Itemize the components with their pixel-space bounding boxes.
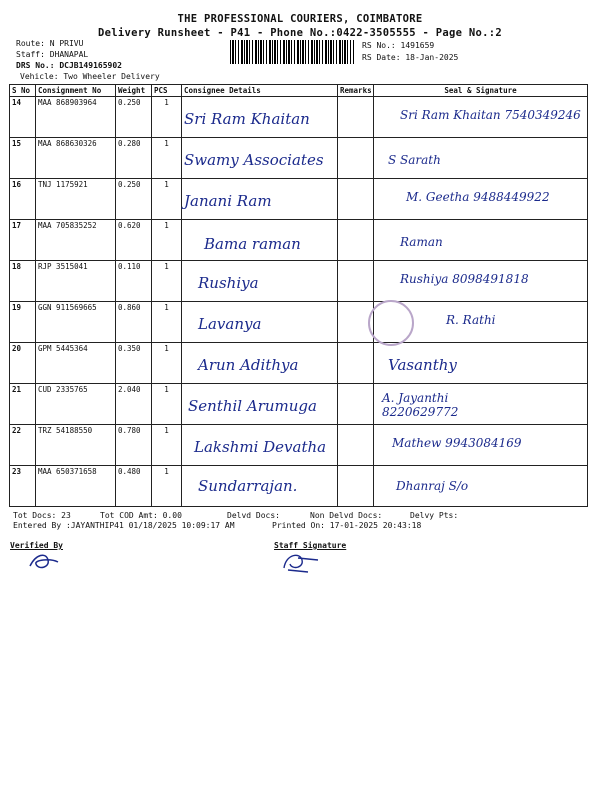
cell-consignee: [182, 302, 338, 343]
consignee-handwriting: Arun Adithya: [198, 356, 299, 374]
signature-handwriting: M. Geetha 9488449922: [406, 190, 550, 204]
cell-signature: [374, 97, 588, 138]
consignee-handwriting: Rushiya: [198, 274, 259, 292]
runsheet-subtitle: Delivery Runsheet - P41 - Phone No.:0422-3505555 - Page No.:2: [98, 27, 502, 39]
entered-by: Entered By :JAYANTHIP41 01/18/2025 10:09:17 AM: [13, 521, 235, 530]
consignee-handwriting: Lakshmi Devatha: [194, 438, 327, 456]
rs-date: RS Date: 18-Jan-2025: [362, 53, 459, 62]
signature-handwriting: R. Rathi: [446, 313, 496, 327]
cell-remarks: [338, 179, 374, 220]
cell-consignee: [182, 261, 338, 302]
cell-signature: [374, 220, 588, 261]
signature-handwriting: S Sarath: [388, 153, 441, 167]
cell-sno: 16: [10, 179, 36, 220]
verified-signature: [26, 550, 62, 572]
cell-signature: [374, 302, 588, 343]
non-delvd-docs: Non Delvd Docs:: [310, 511, 383, 520]
cell-consignment: CUD 2335765: [36, 384, 116, 425]
vehicle-label: Vehicle: Two Wheeler Delivery: [20, 72, 160, 81]
cell-consignee: [182, 97, 338, 138]
cell-pcs: 1: [152, 97, 182, 138]
cell-signature: [374, 261, 588, 302]
cell-weight: 0.280: [116, 138, 152, 179]
cell-weight: 2.040: [116, 384, 152, 425]
cell-remarks: [338, 466, 374, 507]
cell-pcs: 1: [152, 466, 182, 507]
verified-by-label: Verified By: [10, 541, 63, 550]
company-title: THE PROFESSIONAL COURIERS, COIMBATORE: [177, 13, 423, 25]
barcode: [230, 40, 354, 64]
cell-weight: 0.110: [116, 261, 152, 302]
cell-consignment: GPM 5445364: [36, 343, 116, 384]
cell-consignee: [182, 220, 338, 261]
cell-signature: [374, 343, 588, 384]
cell-consignment: GGN 911569665: [36, 302, 116, 343]
signature-handwriting: Dhanraj S/o: [396, 479, 469, 493]
cell-remarks: [338, 425, 374, 466]
cell-consignment: TNJ 1175921: [36, 179, 116, 220]
drs-number: DRS No.: DCJB149165902: [16, 61, 122, 70]
table-row: [10, 138, 588, 179]
consignee-handwriting: Sundarrajan.: [198, 477, 298, 495]
consignee-handwriting: Swamy Associates: [184, 151, 324, 169]
consignee-handwriting: Sri Ram Khaitan: [184, 110, 310, 128]
cell-signature: [374, 138, 588, 179]
cell-pcs: 1: [152, 179, 182, 220]
cell-sno: 21: [10, 384, 36, 425]
cell-consignee: [182, 425, 338, 466]
table-header-row: [10, 85, 588, 97]
cell-weight: 0.780: [116, 425, 152, 466]
cell-signature: [374, 384, 588, 425]
cell-consignee: [182, 466, 338, 507]
cell-consignment: MAA 868903964: [36, 97, 116, 138]
staff-signature-mark: [278, 548, 328, 576]
signature-handwriting: Rushiya 8098491818: [400, 272, 529, 286]
cell-consignee: [182, 343, 338, 384]
table-row: [10, 220, 588, 261]
delvd-docs: Delvd Docs:: [227, 511, 280, 520]
table-row: [10, 384, 588, 425]
cell-sno: 15: [10, 138, 36, 179]
cell-remarks: [338, 97, 374, 138]
table-row: [10, 179, 588, 220]
cell-consignee: [182, 384, 338, 425]
printed-on: Printed On: 17-01-2025 20:43:18: [272, 521, 422, 530]
cell-weight: 0.480: [116, 466, 152, 507]
table-row: [10, 97, 588, 138]
cell-consignment: TRZ 54188550: [36, 425, 116, 466]
cell-pcs: 1: [152, 220, 182, 261]
cell-weight: 0.250: [116, 179, 152, 220]
signature-handwriting: Mathew 9943084169: [392, 436, 522, 450]
table-row: [10, 466, 588, 507]
delvy-pts: Delvy Pts:: [410, 511, 459, 520]
rs-number: RS No.: 1491659: [362, 41, 435, 50]
cell-sno: 19: [10, 302, 36, 343]
cell-consignee: [182, 179, 338, 220]
signature-handwriting: A. Jayanthi 8220629772: [382, 391, 459, 419]
tot-cod-amt: Tot COD Amt: 0.00: [100, 511, 182, 520]
consignee-handwriting: Bama raman: [204, 235, 301, 253]
col-consignment: Consignment No: [36, 85, 116, 97]
seal-stamp: [368, 300, 414, 346]
staff-signature-label: Staff Signature: [274, 541, 347, 550]
cell-sno: 18: [10, 261, 36, 302]
cell-weight: 0.350: [116, 343, 152, 384]
cell-weight: 0.620: [116, 220, 152, 261]
cell-weight: 0.860: [116, 302, 152, 343]
cell-remarks: [338, 384, 374, 425]
cell-pcs: 1: [152, 384, 182, 425]
cell-signature: [374, 425, 588, 466]
cell-weight: 0.250: [116, 97, 152, 138]
consignee-handwriting: Janani Ram: [184, 192, 272, 210]
signature-handwriting: Sri Ram Khaitan 7540349246: [400, 108, 581, 122]
col-sno: S No: [10, 85, 36, 97]
col-remarks: Remarks: [338, 85, 374, 97]
cell-signature: [374, 466, 588, 507]
cell-remarks: [338, 220, 374, 261]
route-label: Route: N PRIVU: [16, 39, 84, 48]
tot-docs: Tot Docs: 23: [13, 511, 71, 520]
cell-sno: 17: [10, 220, 36, 261]
consignee-handwriting: Senthil Arumuga: [188, 397, 317, 415]
cell-sno: 23: [10, 466, 36, 507]
table-row: [10, 343, 588, 384]
cell-pcs: 1: [152, 261, 182, 302]
cell-pcs: 1: [152, 343, 182, 384]
signature-handwriting: Raman: [400, 235, 443, 249]
consignee-handwriting: Lavanya: [198, 315, 262, 333]
table-row: [10, 302, 588, 343]
col-seal-signature: Seal & Signature: [374, 85, 588, 97]
col-pcs: PCS: [152, 85, 182, 97]
runsheet-table: [9, 84, 588, 507]
cell-sno: 22: [10, 425, 36, 466]
cell-consignee: [182, 138, 338, 179]
cell-pcs: 1: [152, 302, 182, 343]
col-consignee: Consignee Details: [182, 85, 338, 97]
cell-remarks: [338, 138, 374, 179]
cell-consignment: MAA 868630326: [36, 138, 116, 179]
cell-consignment: RJP 3515041: [36, 261, 116, 302]
cell-remarks: [338, 261, 374, 302]
staff-label: Staff: DHANAPAL: [16, 50, 89, 59]
table-row: [10, 425, 588, 466]
signature-handwriting: Vasanthy: [388, 356, 457, 374]
cell-sno: 20: [10, 343, 36, 384]
cell-pcs: 1: [152, 425, 182, 466]
cell-remarks: [338, 343, 374, 384]
cell-signature: [374, 179, 588, 220]
cell-consignment: MAA 705835252: [36, 220, 116, 261]
cell-sno: 14: [10, 97, 36, 138]
col-weight: Weight: [116, 85, 152, 97]
table-row: [10, 261, 588, 302]
cell-pcs: 1: [152, 138, 182, 179]
cell-consignment: MAA 650371658: [36, 466, 116, 507]
